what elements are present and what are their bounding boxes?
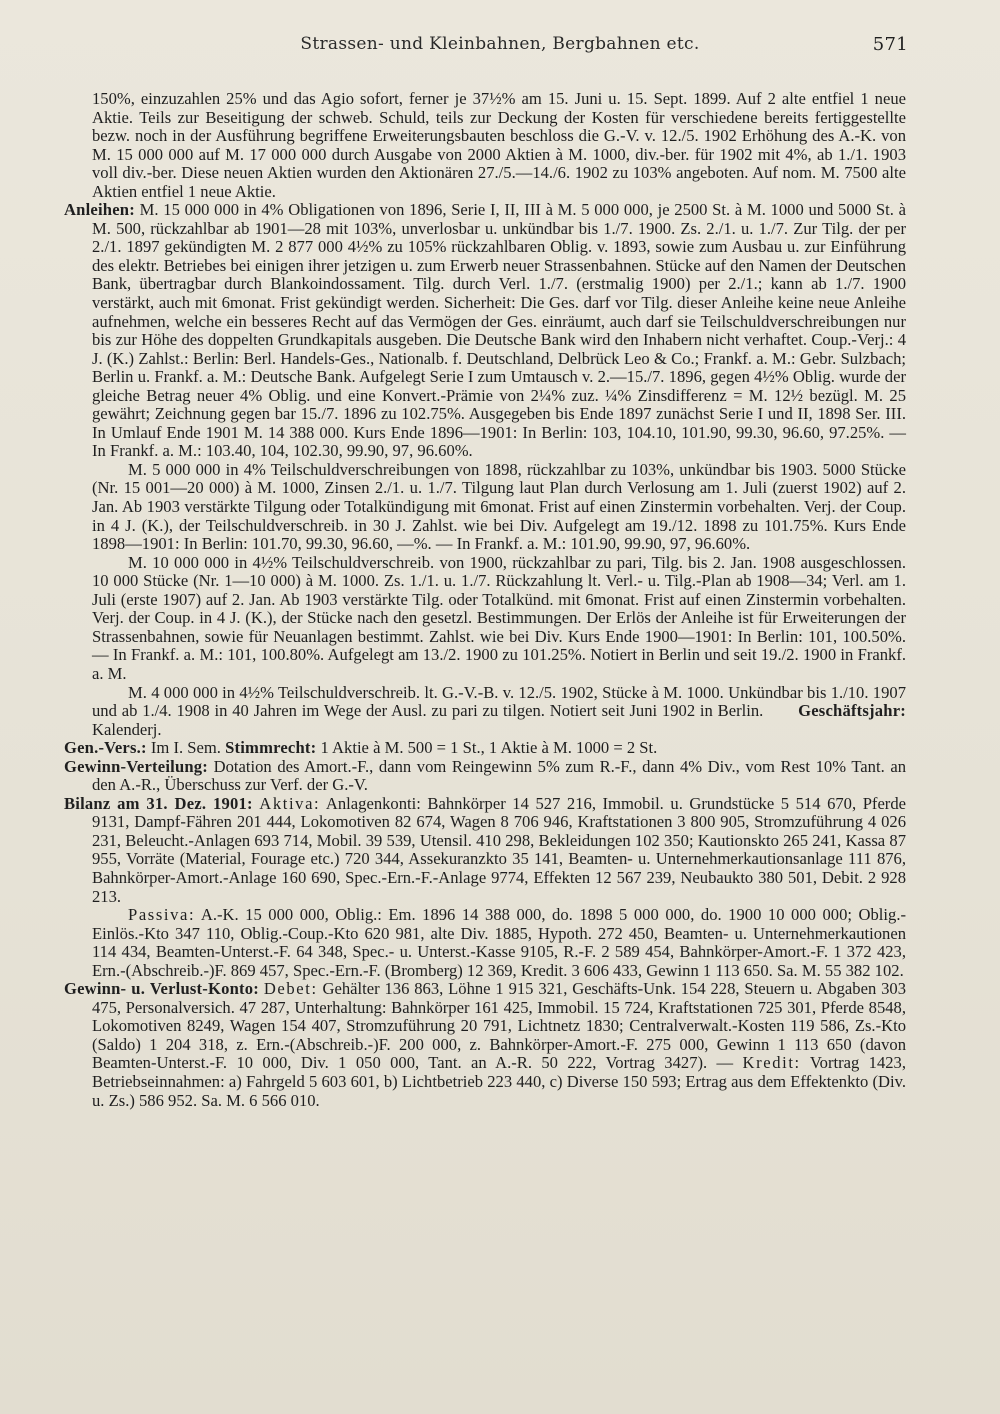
geschaeftsjahr-value: Kalenderj.: [92, 719, 162, 739]
gewinn-verteilung-text: Dotation des Amort.-F., dann vom Reingewinn 5% zum R.-F., dann 4% Div., vom Rest 10% Tant. an den A.-R., Überschuss zur Verf. der G.-V.: [92, 756, 906, 795]
bilanz-section: [64, 795, 906, 906]
running-header: [92, 34, 908, 62]
passiva-paragraph: [64, 906, 906, 980]
gewinn-verteilung-section: [64, 758, 906, 795]
kredit-label: Kredit:: [742, 1053, 801, 1073]
gewinn-verteilung-label: Gewinn-Verteilung:: [64, 756, 209, 776]
gewinn-verlust-label: Gewinn- u. Verlust-Konto:: [64, 979, 259, 999]
page-body: [64, 90, 906, 1110]
anleihe-1902-paragraph: [64, 684, 906, 740]
bilanz-label: Bilanz am 31. Dez. 1901:: [64, 793, 253, 813]
running-title: Strassen- und Kleinbahnen, Bergbahnen etc.: [300, 34, 700, 54]
anleihe-1900-paragraph: M. 10 000 000 in 4½% Teilschuldverschreib. von 1900, rückzahlbar zu pari, Tilg. bis 2. Jan. 1908 ausgeschlossen. 10 000 Stücke (Nr. 1—10 000) à M. 1000. Zs. 1./1. u. 1./7. Rückzahlung lt. Verl.- u. Tilg.-Plan ab 1908—34; Verl. am 1. Juli (erste 1907) auf 2. Jan. Ab 1903 verstärkte Tilg. oder Totalkünd. mit 6monat. Frist auf einen Zinstermin vorbehalten. Verj. der Coup. in 4 J. (K.), der Stücke nach den gesetzl. Bestimmungen. Der Erlös der Anleihe ist für Erweiterungen der Strassenbahnen, sowie für Neuanlagen bestimmt. Zahlst. wie bei Div. Kurs Ende 1900—1901: In Berlin: 101, 100.50%. — In Frankf. a. M.: 101, 100.80%. Aufgelegt am 13./2. 1900 zu 101.25%. Notiert in Berlin und seit 19./2. 1900 in Frankf. a. M.: [92, 552, 906, 683]
stimmrecht-text: 1 Aktie à M. 500 = 1 St., 1 Aktie à M. 1000 = 2 St.: [320, 738, 658, 758]
debet-text: Gehälter 136 863, Löhne 1 915 321, Geschäfts-Unk. 154 228, Steuern u. Abgaben 303 475, Personalversich. 47 287, Unterhaltung: Bahnkörper 161 425, Immobil. 15 724, Kraftstationen 725 301, Pferde 8548, Lokomotiven 8249, Wagen 154 407, Stromzuführung 20 791, Lichtnetz 1830; Centralverwalt.-Kosten 119 586, Zs.-Kto (Saldo) 1 204 318, z. Ern.-(Abschreib.-)F. 200 000, z. Bahnkörper-Amort.-F. 275 000, Gewinn 1 113 650 (davon Beamten-Unterst.-F. 10 000, Div. 1 050 000, Tant. an A.-R. 50 222, Vortrag 3427). —: [92, 979, 906, 1073]
anleihen-label: Anleihen:: [64, 200, 135, 220]
geschaeftsjahr-label: Geschäftsjahr:: [798, 701, 906, 721]
passiva-text: A.-K. 15 000 000, Oblig.: Em. 1896 14 388 000, do. 1898 5 000 000, do. 1900 10 000 000; Oblig.-Einlös.-Kto 347 110, Oblig.-Coup.-Kto 620 981, alte Div. 1885, Hypoth. 272 450, Beamten- u. Unternehmerkautionen 114 434, Beamten-Unterst.-F. 64 348, Spec.- u. Unterst.-Kasse 9105, R.-F. 2 589 454, Bahnkörper-Amort.-F. 1 372 423, Ern.-(Abschreib.-)F. 869 457, Spec.-Ern.-F. (Bromberg) 12 369, Kredit. 3 606 433, Gewinn 1 113 650. Sa. M. 55 382 102.: [92, 905, 907, 980]
anleihen-section: [64, 201, 906, 461]
passiva-label: Passiva:: [128, 905, 196, 925]
anleihe-1902-text: M. 4 000 000 in 4½% Teilschuldverschreib. lt. G.-V.-B. v. 12./5. 1902, Stücke à M. 1000. Unkündbar bis 1./10. 1907 und ab 1./4. 1908 in 40 Jahren im Wege der Ausl. zu pari zu tilgen. Notiert seit Juni 1902 in Berlin.: [92, 682, 906, 721]
debet-label: Debet:: [263, 979, 318, 999]
intro-paragraph: 150%, einzuzahlen 25% und das Agio sofort, ferner je 37½% am 15. Juni u. 15. Sept. 1899. Auf 2 alte entfiel 1 neue Aktie. Teils zur Beseitigung der schweb. Schuld, teils zur Deckung der Kosten für verschiedene bereits fertiggestellte bezw. noch in der Ausführung begriffene Erweiterungsbauten beschloss die G.-V. v. 12./5. 1902 Erhöhung des A.-K. von M. 15 000 000 auf M. 17 000 000 durch Ausgabe von 2000 Aktien à M. 1000, div.-ber. für 1902 mit 4%, ab 1./1. 1903 voll div.-ber. Diese neuen Aktien wurden den Aktionären 27./5.—14./6. 1902 zu 103% angeboten. Auf nom. M. 7500 alte Aktien entfiel 1 neue Aktie.: [92, 89, 906, 201]
anleihen-text: M. 15 000 000 in 4% Obligationen von 1896, Serie I, II, III à M. 5 000 000, je 2500 St. à M. 1000 und 5000 St. à M. 500, rückzahlbar ab 1901—28 mit 103%, unverlosbar u. unkündbar bis 1./7. 1900. Zs. 2./1. u. 1./7. Zur Tilg. der per 2./1. 1897 gekündigten M. 2 877 000 4½% zu 105% rückzahlbaren Oblig. v. 1893, sowie zum Ausbau u. zur Einführung des elektr. Betriebes bei einigen ihrer jetzigen u. zum Erwerb neuer Strassenbahnen. Stücke auf den Namen der Deutschen Bank, übertragbar durch Blankoindossament. Tilg. durch Verl. 1./7. (erstmalig 1900) per 2./1.; kann ab 1./7. 1900 verstärkt, auch mit 6monat. Frist gekündigt werden. Sicherheit: Die Ges. darf vor Tilg. dieser Anleihe keine neue Anleihe aufnehmen, welche ein besseres Recht auf das Vermögen der Ges. einräumt, auch darf sie Teilschuldverschreibungen nur bis zur Höhe des doppelten Grundkapitals ausgeben. Die Deutsche Bank wird den Inhabern nicht verhaftet. Coup.-Verj.: 4 J. (K.) Zahlst.: Berlin: Berl. Handels-Ges., Nationalb. f. Deutschland, Delbrück Leo & Co.; Frankf. a. M.: Gebr. Sulzbach; Berlin u. Frankf. a. M.: Deutsche Bank. Aufgelegt Serie I zum Umtausch v. 2.—15./7. 1896, gegen 4½% Oblig. wurde der gleiche Betrag neuer 4% Oblig. und eine Konvert.-Prämie von 2¼% zuz. ¼% Zinsdifferenz = M. 12½ bezügl. M. 25 gewährt; Zeichnung gegen bar 15./7. 1896 zu 102.75%. Ausgegeben bis Ende 1897 zunächst Serie I und II, 1898 Ser. III. In Umlauf Ende 1901 M. 14 388 000. Kurs Ende 1896—1901: In Berlin: 103, 104.10, 101.90, 99.30, 96.60, 97.25%. — In Frankf. a. M.: 103.40, 104, 102.30, 99.90, 97, 96.60%.: [92, 200, 906, 461]
aktiva-text: Anlagenkonti: Bahnkörper 14 527 216, Immobil. u. Grundstücke 5 514 670, Pferde 9131, Dampf-Fähren 201 444, Lokomotiven 82 674, Wagen 8 706 946, Kraftstationen 3 800 905, Stromzuführung 4 026 231, Beleucht.-Anlagen 693 714, Mobil. 39 539, Utensil. 410 298, Bekleidungen 102 350; Kautionskto 265 241, Kassa 87 955, Vorräte (Material, Fourage etc.) 720 344, Assekuranzkto 35 141, Beamten- u. Unternehmerkautionsanlage 111 876, Bahnkörper-Amort.-Anlage 160 690, Spec.-Ern.-F.-Anlage 9774, Effekten 12 567 239, Neubaukto 380 501, Debit. 2 928 213.: [92, 793, 906, 906]
stimmrecht-label: Stimmrecht:: [225, 738, 317, 758]
page-number: 571: [872, 34, 908, 55]
gen-vers-section: [64, 739, 906, 758]
kredit-text: Vortrag 1423, Betriebseinnahmen: a) Fahrgeld 5 603 601, b) Lichtbetrieb 223 440, c) Diverse 150 593; Ertrag aus dem Effektenkto (Div. u. Zs.) 586 952. Sa. M. 6 566 010.: [92, 1053, 906, 1110]
gewinn-verlust-section: [64, 980, 906, 1110]
gen-vers-label: Gen.-Vers.:: [64, 738, 147, 758]
anleihe-1898-paragraph: M. 5 000 000 in 4% Teilschuldverschreibungen von 1898, rückzahlbar zu 103%, unkündbar bis 1903. 5000 Stücke (Nr. 15 001—20 000) à M. 1000, Zinsen 2./1. u. 1./7. Tilgung laut Plan durch Verlosung am 1. Juli (zuerst 1902) auf 2. Jan. Ab 1903 verstärkte Tilgung oder Totalkündigung mit 6monat. Frist auf einen Zinstermin vorbehalten. Verj. der Coup. in 4 J. (K.), der Teilschuldverschreib. in 30 J. Zahlst. wie bei Div. Aufgelegt am 19./12. 1898 zu 101.75%. Kurs Ende 1898—1901: In Berlin: 101.70, 99.30, 96.60, —%. — In Frankf. a. M.: 101.90, 99.90, 97, 96.60%.: [92, 459, 906, 554]
gen-vers-text: Im I. Sem.: [150, 738, 221, 758]
aktiva-label: Aktiva:: [259, 793, 321, 813]
